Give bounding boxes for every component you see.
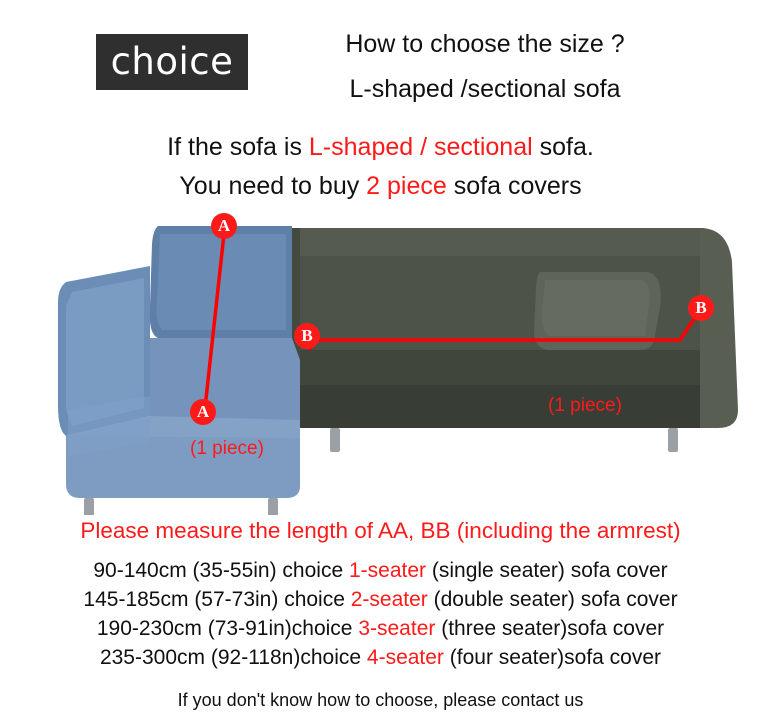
size-chart: [0, 558, 761, 674]
piece-label-right: (1 piece): [548, 395, 622, 416]
lead-line-1-post: sofa.: [532, 133, 594, 161]
lead-line-2-post: sofa covers: [446, 172, 582, 200]
lead-line-1-pre: If the sofa is: [167, 133, 309, 161]
size-suffix: (four seater)sofa cover: [443, 646, 662, 669]
size-row: [0, 558, 761, 584]
size-seater: 4-seater: [366, 646, 444, 669]
lead-line-2-pre: You need to buy: [179, 172, 367, 200]
size-seater: 1-seater: [348, 559, 427, 582]
page-subtitle: L-shaped /sectional sofa: [349, 75, 621, 103]
page-title: How to choose the size ?: [345, 30, 625, 58]
size-seater: 3-seater: [358, 617, 436, 640]
size-range: 190-230cm (73-91in)choice: [96, 617, 359, 640]
lead-line-2-highlight: 2 piece: [366, 172, 447, 200]
lead-line-1: [0, 133, 761, 162]
measure-instruction: Please measure the length of AA, BB (including the armrest): [80, 518, 681, 543]
marker-b-right: B: [688, 295, 714, 321]
size-row: [0, 587, 761, 613]
size-row: [0, 645, 761, 671]
marker-b-left: B: [294, 323, 320, 349]
size-row: [0, 616, 761, 642]
size-range: 90-140cm (35-55in) choice: [93, 559, 349, 582]
brand-logo: choice: [96, 34, 248, 90]
sofa-diagram: [0, 210, 761, 515]
lead-line-2: [0, 172, 761, 201]
size-suffix: (three seater)sofa cover: [435, 617, 665, 640]
sofa-illustration: [0, 210, 761, 515]
size-suffix: (single seater) sofa cover: [426, 559, 668, 582]
size-suffix: (double seater) sofa cover: [427, 588, 678, 611]
contact-note: If you don't know how to choose, please contact us: [177, 690, 584, 710]
marker-a-top: A: [211, 213, 237, 239]
marker-a-bottom: A: [190, 399, 216, 425]
piece-label-left: (1 piece): [190, 438, 264, 459]
size-seater: 2-seater: [350, 588, 428, 611]
size-range: 235-300cm (92-118n)choice: [99, 646, 367, 669]
size-range: 145-185cm (57-73in) choice: [83, 588, 351, 611]
lead-line-1-highlight: L-shaped / sectional: [308, 133, 533, 161]
